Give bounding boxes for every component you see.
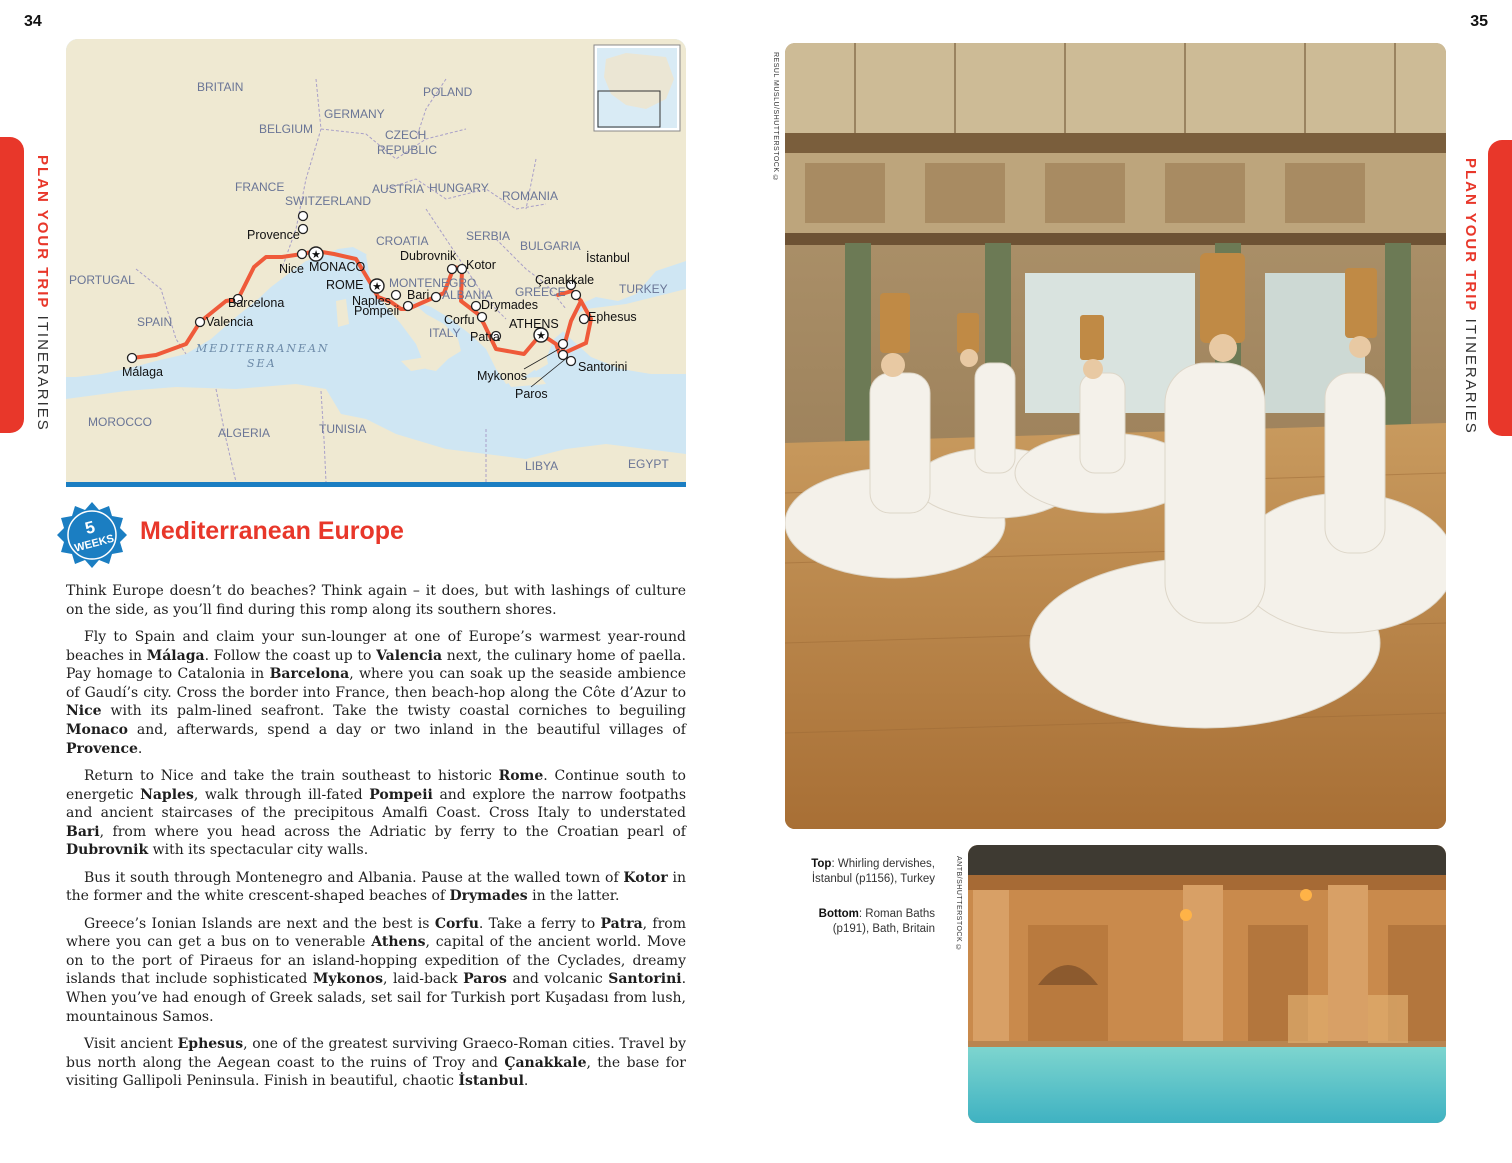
map-city-label: Bari [407,288,430,302]
paragraph-text: Fly to Spain and claim your sun-lounger at one of Europe’s warmest year-round beaches in [66,628,686,664]
map-city-label: Provence [247,228,300,242]
map-city-label: Mykonos [477,369,528,383]
map-country-label: FRANCE [235,180,285,194]
highlighted-place: Valencia [376,647,443,664]
map-country-label: BRITAIN [197,80,244,94]
paragraph-text: , capital of the ancient world. Move on to the port of Piraeus for an island-hopping expedition of the Cyclades, dreamy islands that include sophisticated [66,934,687,988]
map-city-label: Kotor [466,258,496,272]
body-paragraph [66,869,686,906]
map-country-label: SERBIA [466,229,511,243]
highlighted-place: Paros [463,971,507,988]
map-city-label: Dubrovnik [400,249,457,263]
map-country-label: ROMANIA [502,189,559,203]
caption-top [795,857,935,886]
paragraph-text: , walk through ill-fated [193,786,370,803]
map-country-label: SWITZERLAND [285,194,372,208]
photo-whirling-dervishes [785,43,1446,829]
body-paragraph [66,767,686,860]
map-country-label: PORTUGAL [69,273,135,287]
body-paragraph [66,628,686,758]
highlighted-place: Ephesus [177,1036,244,1053]
map-city-label: ATHENS [509,317,559,331]
map-city-label: İstanbul [586,251,630,265]
highlighted-place: Málaga [146,647,205,664]
section-side-label-left [33,155,51,432]
map-city-label: Valencia [206,315,254,329]
highlighted-place: Çanakkale [504,1054,587,1071]
paragraph-text: Greece’s Ionian Islands are next and the best is [84,915,435,932]
map-city-label: ROME [326,278,364,292]
map-city-label: Barcelona [228,296,285,310]
side-label-regular: ITINERARIES [34,309,51,432]
photo-credit-bottom: ANTB/SHUTTERSTOCK © [955,856,962,953]
highlighted-place: Monaco [66,721,128,738]
svg-text:★: ★ [372,280,382,293]
paragraph-text: and, afterwards, spend a day or two inland in the beautiful villages of [127,721,686,738]
itinerary-body-text [66,582,686,1100]
highlighted-place: Naples [140,786,194,803]
highlighted-place: Patra [600,915,643,932]
paragraph-text: Visit ancient [84,1036,178,1053]
photo-roman-baths [968,845,1446,1123]
map-country-label: CROATIA [376,234,429,248]
highlighted-place: Athens [371,934,426,951]
map-country-label: BULGARIA [520,239,581,253]
photo-credit-top: RESUL MUSLU/SHUTTERSTOCK © [772,52,779,183]
itinerary-map [66,39,686,487]
paragraph-text: Think Europe doesn’t do beaches? Think again – it does, but with lashings of culture on the side, as you’ll find during this romp along its southern shores. [66,583,686,618]
highlighted-place: Bari [66,823,100,840]
paragraph-text: . Continue south to energetic [66,767,686,803]
highlighted-place: Rome [498,767,544,784]
map-city-label: Patra [470,330,500,344]
duration-badge [57,500,127,570]
paragraph-text: . Follow the coast up to [204,647,377,664]
map-city-label: Drymades [481,298,538,312]
photo-whirling-dervishes-image [785,43,1446,829]
highlighted-place: Mykonos [312,971,383,988]
badge-number: 5 [83,517,98,539]
side-tab-left [0,137,24,433]
map-country-label: MONTENEGRO [389,276,477,290]
map-country-label: CZECH [385,128,427,142]
map-country-label: SPAIN [137,315,173,329]
caption-top-text: : Whirling dervishes, İstanbul (p1156), Turkey [811,858,935,885]
paragraph-text: and volcanic [506,971,609,988]
caption-top-label: Top [811,858,832,870]
paragraph-text: Bus it south through Montenegro and Albania. Pause at the walled town of [84,869,624,886]
highlighted-place: Dubrovnik [66,842,149,859]
map-city-label: Santorini [578,360,628,374]
map-country-label: POLAND [423,85,473,99]
page-number-right: 35 [1470,13,1488,30]
highlighted-place: Barcelona [269,666,350,683]
paragraph-text: . [523,1073,529,1090]
highlighted-place: İstanbul [458,1073,524,1090]
section-side-label-right [1461,158,1479,435]
side-label-bold: PLAN YOUR TRIP [1462,158,1479,313]
map-country-label: ALBANIA [442,288,493,302]
map-country-label: LIBYA [525,459,559,473]
map-city-label: Pompeii [354,304,400,318]
svg-text:★: ★ [536,329,546,342]
map-city-label: Ephesus [588,310,637,324]
map-city-label: Málaga [122,365,163,379]
badge-unit: WEEKS [73,532,116,555]
highlighted-place: Drymades [449,888,528,905]
map-country-label: REPUBLIC [377,143,438,157]
side-label-bold: PLAN YOUR TRIP [34,155,51,310]
photo-roman-baths-image [968,845,1446,1123]
inset-locator-map [594,45,680,131]
body-paragraph [66,582,686,619]
map-city-label: MONACO [309,260,366,274]
map-sea-label: MEDITERRANEAN [196,342,330,355]
highlighted-place: Pompeii [369,786,433,803]
map-country-label: ALGERIA [218,426,271,440]
map-country-label: BELGIUM [259,122,314,136]
paragraph-text: . When you’ve had enough of Greek salads, set sail for Turkish port Kuşadası from lush, mountainous Samos. [66,971,687,1025]
map-country-label: TUNISIA [319,422,367,436]
section-title: Mediterranean Europe [140,517,404,545]
map-country-label: AUSTRIA [372,182,425,196]
highlighted-place: Corfu [434,915,479,932]
side-tab-right [1488,140,1512,436]
map-sea-label: SEA [247,357,277,370]
body-paragraph [66,1035,686,1091]
map-city-label: Corfu [444,313,475,327]
map-country-label: MOROCCO [88,415,152,429]
map-country-label: TURKEY [619,282,668,296]
map-canvas [66,39,686,482]
paragraph-text: , where you can soak up the seaside ambience of Gaudí’s city. Cross the border into France, then beach-hop along the Côte d’Azur to [66,666,686,701]
paragraph-text: with its palm-lined seafront. Take the twisty coastal corniches to beguiling [101,703,686,720]
map-country-label: EGYPT [628,457,669,471]
paragraph-text: . Take a ferry to [478,915,601,932]
paragraph-text: . [137,740,143,757]
paragraph-text: , from where you can get a bus on to venerable [66,915,686,951]
map-city-label: Naples [352,294,391,308]
side-label-regular: ITINERARIES [1462,312,1479,435]
map-city-label: Paros [515,387,548,401]
map-city-label: Nice [279,262,305,276]
svg-text:★: ★ [311,248,321,261]
caption-bottom-label: Bottom [818,908,859,920]
map-country-label: ITALY [429,326,461,340]
paragraph-text: , one of the greatest surviving Graeco-Roman cities. Travel by bus north along the Aegean coast to the ruins of Troy and [66,1036,686,1071]
map-country-label: GERMANY [324,107,385,121]
paragraph-text: , the base for visiting Gallipoli Peninsula. Finish in beautiful, chaotic [66,1054,686,1090]
paragraph-text: and explore the narrow footpaths and ancient staircases of the precipitous Amalfi Coast. Cross Italy to understated [66,786,686,822]
caption-bottom-text: : Roman Baths (p191), Bath, Britain [832,908,935,935]
paragraph-text: with its spectacular city walls. [148,842,369,859]
caption-bottom [795,907,935,936]
highlighted-place: Santorini [608,971,682,988]
paragraph-text: in the former and the white crescent-shaped beaches of [66,869,686,905]
body-paragraph [66,915,686,1027]
paragraph-text: next, the culinary home of paella. Pay homage to Catalonia in [66,647,686,683]
paragraph-text: , laid-back [382,971,464,988]
paragraph-text: in the latter. [527,888,620,905]
page-number-left: 34 [24,13,42,30]
map-city-label: Çanakkale [535,273,595,287]
paragraph-text: , from where you head across the Adriatic by ferry to the Croatian pearl of [99,823,686,840]
highlighted-place: Nice [66,703,102,720]
paragraph-text: Return to Nice and take the train southeast to historic [84,767,499,784]
map-country-label: GREECE [515,285,566,299]
highlighted-place: Kotor [623,869,668,886]
highlighted-place: Provence [66,740,138,757]
map-country-label: HUNGARY [429,181,489,195]
